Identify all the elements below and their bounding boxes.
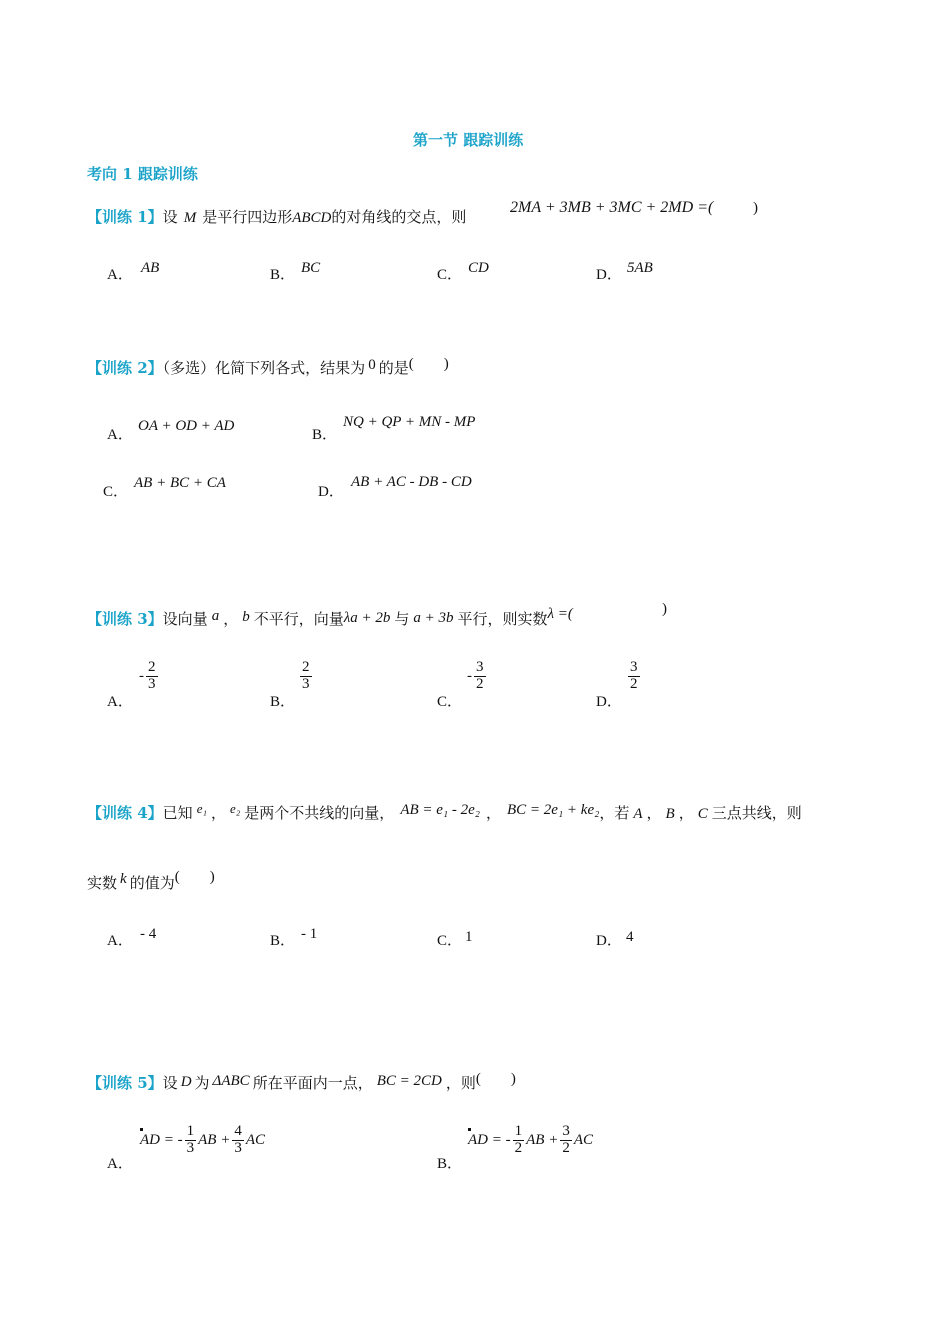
option-d-label[interactable]: D． [596, 694, 622, 710]
numerator: 4 [234, 1123, 242, 1139]
math-expression: AB = e₁ - 2e₂ [400, 802, 480, 818]
answer-paren: ) [753, 200, 758, 216]
option-a-value [140, 1124, 265, 1157]
question-text: ， [646, 804, 662, 822]
option-d-value: 4 [626, 929, 634, 945]
question-text: 与 [394, 610, 410, 628]
math-var: b [242, 609, 250, 625]
answer-paren: ( ) [408, 356, 449, 372]
question-text: 实数 [87, 874, 118, 892]
question-tag: 【训练 4】 [87, 804, 163, 822]
denominator: 2 [476, 675, 484, 692]
option-b-label[interactable]: B． [437, 1156, 463, 1172]
question-text: ， [210, 804, 226, 822]
option-c-label[interactable]: C． [103, 484, 129, 500]
denominator: 2 [562, 1139, 570, 1156]
question-1-expression: 2MA + 3MB + 3MC + 2MD =( [510, 199, 714, 216]
option-d-value [626, 660, 640, 693]
denominator: 3 [302, 675, 310, 692]
math-expression: AC [245, 1131, 265, 1148]
option-b-label[interactable]: B． [312, 427, 338, 443]
denominator: 2 [630, 675, 638, 692]
question-text: ，若 [599, 804, 630, 822]
option-b-value [298, 660, 312, 693]
question-2 [87, 357, 449, 378]
numerator: 2 [148, 659, 156, 675]
question-text: 为 [194, 1074, 210, 1092]
option-d-label[interactable]: D． [596, 933, 622, 949]
option-b-value: BC [301, 260, 321, 276]
option-d-label[interactable]: D． [318, 484, 344, 500]
numerator: 2 [302, 659, 310, 675]
option-b-label[interactable]: B． [270, 267, 296, 283]
option-a-label[interactable]: A． [107, 427, 133, 443]
option-c-value: CD [468, 260, 489, 276]
question-text: 设 [162, 1074, 178, 1092]
minus-sign: - [467, 667, 472, 684]
answer-paren: ( ) [174, 869, 215, 885]
option-a-label[interactable]: A． [107, 1156, 133, 1172]
option-b-value: NQ + QP + MN - MP [343, 414, 476, 430]
math-var: e₁ [196, 801, 207, 816]
question-4-line-2 [87, 869, 215, 893]
option-c-label[interactable]: C． [437, 694, 463, 710]
minus-sign: - [139, 667, 144, 684]
question-text: （多选）化简下列各式，结果为 [162, 359, 366, 377]
math-expression: AD = - [140, 1131, 183, 1148]
answer-paren: ) [662, 601, 667, 617]
question-text: ， [678, 804, 694, 822]
question-text: 的值为 [129, 874, 175, 892]
question-text: 是平行四边形 [202, 208, 293, 226]
question-text: 的是 [378, 359, 409, 377]
option-a-label[interactable]: A． [107, 267, 133, 283]
option-a-label[interactable]: A． [107, 933, 133, 949]
math-expression: AB + [198, 1131, 231, 1148]
question-text: ， [486, 804, 502, 822]
math-var: ABCD [292, 210, 332, 226]
question-tag: 【训练 5】 [87, 1074, 163, 1092]
option-a-label[interactable]: A． [107, 694, 133, 710]
question-text: 设向量 [162, 610, 208, 628]
math-var: 0 [368, 357, 376, 373]
option-b-label[interactable]: B． [270, 933, 296, 949]
math-expression: AD = - [468, 1131, 511, 1148]
math-var: a [211, 608, 220, 624]
math-expression: a + 3b [413, 610, 454, 626]
math-var: k [120, 871, 127, 887]
math-expression: AC [573, 1131, 593, 1148]
option-c-label[interactable]: C． [437, 267, 463, 283]
question-text: ，则 [445, 1074, 476, 1092]
question-text: 三点共线，则 [711, 804, 802, 822]
numerator: 3 [562, 1123, 570, 1139]
math-var: B [665, 806, 675, 822]
question-1 [87, 206, 466, 227]
math-expression: λa + 2b [343, 610, 391, 626]
question-text: 是两个不共线的向量， [244, 804, 395, 822]
math-var: C [697, 806, 708, 822]
question-text: 的对角线的交点，则 [331, 208, 467, 226]
math-expression: ΔABC [212, 1073, 250, 1089]
option-a-value [139, 660, 158, 693]
section-heading: 考向 1 跟踪训练 [87, 165, 198, 183]
question-text: 设 [162, 208, 178, 226]
math-expression: AB + [526, 1131, 559, 1148]
option-b-value: - 1 [301, 926, 318, 942]
numerator: 1 [514, 1123, 523, 1139]
option-d-value: 5AB [627, 260, 653, 276]
option-a-value: - 4 [140, 926, 157, 942]
page-title: 第一节 跟踪训练 [413, 131, 524, 149]
option-b-label[interactable]: B． [270, 694, 296, 710]
option-c-value: AB + BC + CA [134, 475, 226, 491]
question-text: 已知 [162, 804, 193, 822]
denominator: 3 [186, 1139, 195, 1156]
denominator: 3 [148, 675, 156, 692]
question-tag: 【训练 1】 [87, 208, 163, 226]
numerator: 3 [476, 659, 484, 675]
question-4 [87, 802, 802, 823]
question-tag: 【训练 2】 [87, 359, 163, 377]
math-expression: BC = 2e₁ + ke₂ [507, 802, 600, 818]
option-b-value [468, 1124, 593, 1157]
option-a-value: OA + OD + AD [138, 418, 235, 434]
numerator: 1 [186, 1123, 195, 1139]
math-var: A [633, 806, 643, 822]
denominator: 3 [234, 1139, 242, 1156]
option-a-value: AB [141, 260, 160, 276]
math-expression: λ =( [547, 606, 573, 622]
math-expression: BC = 2CD [376, 1073, 442, 1089]
answer-paren: ( ) [475, 1071, 516, 1087]
question-5 [87, 1072, 516, 1093]
option-d-label[interactable]: D． [596, 267, 622, 283]
option-c-value [467, 660, 486, 693]
option-d-value: AB + AC - DB - CD [351, 474, 472, 490]
option-c-label[interactable]: C． [437, 933, 463, 949]
math-var: D [180, 1074, 192, 1090]
math-var: e₂ [230, 801, 241, 816]
denominator: 2 [514, 1139, 523, 1156]
math-var: M [183, 210, 197, 226]
question-text: ， [223, 610, 239, 628]
question-text: 平行，则实数 [457, 610, 548, 628]
option-c-value: 1 [465, 929, 473, 945]
numerator: 3 [630, 659, 638, 675]
question-tag: 【训练 3】 [87, 610, 163, 628]
question-text: 不平行，向量 [253, 610, 344, 628]
question-3 [87, 608, 573, 629]
question-text: 所在平面内一点， [252, 1074, 373, 1092]
